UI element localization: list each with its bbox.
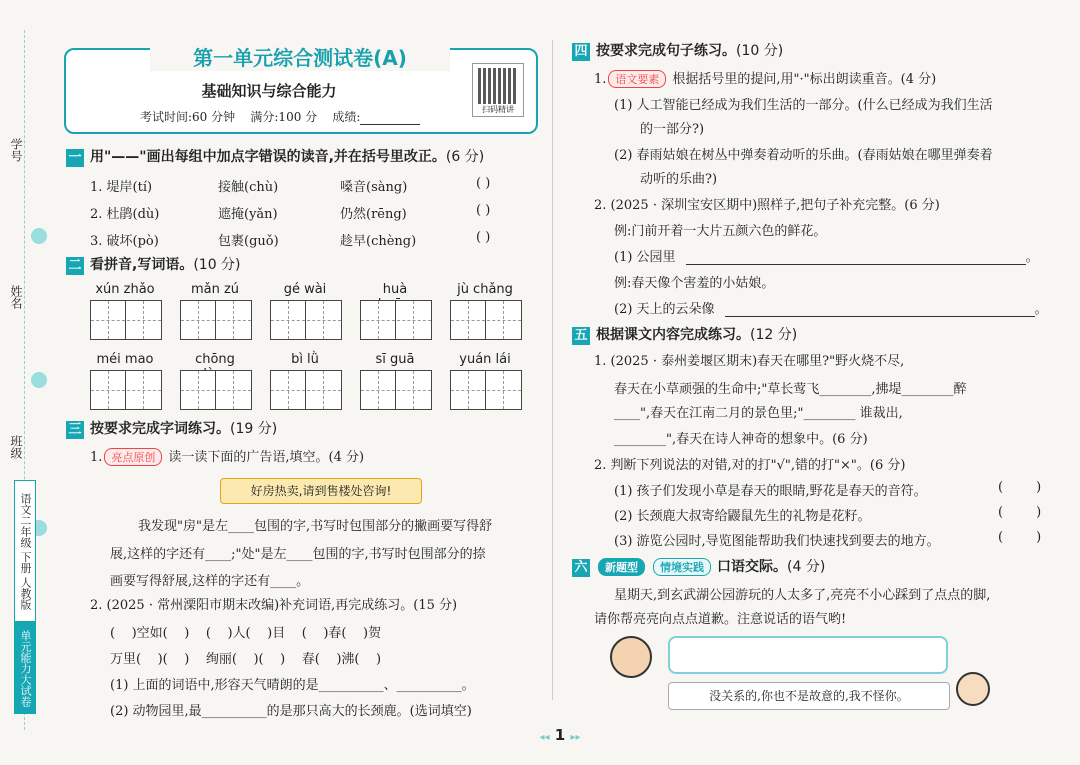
page-subtitle: 基础知识与综合能力: [201, 82, 337, 100]
s5-text: ____",春天在江南二月的景色里;"________ 谁裁出,: [614, 406, 903, 421]
s4-q1: 1. 语文要素 根据括号里的提问,用"·"标出朗读重音。(4 分): [594, 72, 937, 87]
section-2-heading: 二 看拼音,写词语。(10 分): [66, 254, 241, 275]
pinyin-label: mǎn zú: [190, 282, 240, 297]
s3-sub: (1) 上面的词语中,形容天气晴朗的是__________、__________。: [110, 678, 475, 693]
section-5-heading: 五 根据课文内容完成练习。(12 分): [572, 324, 797, 345]
spine-label: 单元能力大试卷: [14, 622, 36, 714]
word-item: 趁早(chèng): [340, 234, 417, 249]
pinyin-label: xún zhǎo: [95, 282, 155, 297]
word-item: 遮掩(yǎn): [218, 207, 278, 222]
judge-item: (1) 孩子们发现小草是春天的眼睛,野花是春天的音符。: [614, 484, 927, 499]
s4-fill[interactable]: (1) 公园里 。: [614, 250, 1039, 265]
s5-text: 1. (2025 · 泰州姜堰区期末)春天在哪里?"野火烧不尽,: [594, 354, 905, 369]
tag-badge: 亮点原创: [104, 448, 162, 466]
s6-text: 星期天,到玄武湖公园游玩的人太多了,亮亮不小心踩到了点点的脚,: [614, 588, 991, 603]
prev-arrow-icon: ◂◂: [539, 732, 550, 743]
s3-q2: 2. (2025 · 常州溧阳市期末改编)补充词语,再完成练习。(15 分): [90, 598, 458, 613]
section-number: 二: [66, 257, 84, 275]
writing-grid[interactable]: [90, 300, 162, 340]
section-4-heading: 四 按要求完成句子练习。(10 分): [572, 40, 783, 61]
column-divider: [552, 40, 553, 700]
writing-grid[interactable]: [270, 370, 342, 410]
qr-caption: 扫码精讲: [482, 105, 514, 114]
pinyin-label: gé wài: [283, 282, 327, 297]
section-3-heading: 三 按要求完成字词练习。(19 分): [66, 418, 277, 439]
s4-example: 例:春天像个害羞的小姑娘。: [614, 276, 775, 291]
word-item: 2. 杜鹃(dù): [90, 207, 160, 222]
ad-banner: 好房热卖,请到售楼处咨询!: [220, 478, 422, 504]
section-1-heading: 一 用"——"画出每组中加点字错误的读音,并在括号里改正。(6 分): [66, 146, 484, 167]
s4-text: (1) 人工智能已经成为我们生活的一部分。(什么已经成为我们生活: [614, 98, 993, 113]
s4-text: (2) 春雨姑娘在树丛中弹奏着动听的乐曲。(春雨姑娘在哪里弹奏着: [614, 148, 993, 163]
tag-badge: 情境实践: [653, 558, 711, 576]
answer-paren[interactable]: ( ): [476, 176, 491, 191]
writing-grid[interactable]: [360, 300, 432, 340]
class-label: 班级: [9, 435, 23, 459]
pinyin-label: chōng: [195, 352, 235, 367]
s5-text: 春天在小草顽强的生命中;"草长莺飞________,拂堤________醉: [614, 382, 967, 397]
reply-bubble: 没关系的,你也不是故意的,我不怪你。: [668, 682, 950, 710]
word-item: 仍然(rēng): [340, 207, 407, 222]
writing-grid[interactable]: [450, 300, 522, 340]
s5-text: ________",春天在诗人神奇的想象中。(6 分): [614, 432, 868, 447]
section-number: 五: [572, 327, 590, 345]
s5-q2: 2. 判断下列说法的对错,对的打"√",错的打"×"。(6 分): [594, 458, 906, 473]
spine-label: 语文二年级 下册 人教版: [14, 480, 36, 622]
pinyin-label: méi mao: [96, 352, 154, 367]
pinyin-label: huà: [382, 282, 408, 297]
binding-dot: [31, 372, 47, 388]
judge-paren[interactable]: ( ): [998, 505, 1042, 520]
s4-fill[interactable]: (2) 天上的云朵像 。: [614, 302, 1048, 317]
writing-grid[interactable]: [450, 370, 522, 410]
student-no-label: 学号: [9, 138, 23, 162]
judge-item: (3) 游览公园时,导览图能帮助我们快速找到要去的地方。: [614, 534, 940, 549]
idiom-fill-row[interactable]: 万里( )( ) 绚丽( )( ) 春( )沸( ): [110, 652, 382, 667]
page-number: ◂◂ 1 ▸▸: [539, 726, 581, 744]
qr-code[interactable]: [472, 63, 524, 117]
judge-paren[interactable]: ( ): [998, 480, 1042, 495]
s3-sub: (2) 动物园里,最__________的是那只高大的长颈鹿。(选词填空): [110, 704, 472, 719]
section-number: 三: [66, 421, 84, 439]
pinyin-label: bì lǜ: [291, 352, 319, 367]
name-label: 姓名: [9, 285, 23, 309]
word-item: 嗓音(sàng): [340, 180, 408, 195]
writing-grid[interactable]: [180, 370, 252, 410]
pinyin-label: jù chǎng: [457, 282, 513, 297]
section-6-heading: 六 新题型 情境实践 口语交际。(4 分): [572, 556, 825, 577]
page-title: 第一单元综合测试卷(A): [150, 42, 450, 71]
word-item: 1. 堤岸(tí): [90, 180, 153, 195]
boy-illustration: [610, 636, 652, 678]
s4-text: 的一部分?): [640, 122, 705, 137]
s3-para: 展,这样的字还有____;"处"是左____包围的字,书写时包围部分的捺: [110, 547, 486, 562]
word-item: 接触(chù): [218, 180, 279, 195]
s6-text: 请你帮亮亮向点点道歉。注意说话的语气哟!: [594, 612, 847, 627]
s4-example: 例:门前开着一大片五颜六色的鲜花。: [614, 224, 827, 239]
pinyin-label: sī guā: [375, 352, 415, 367]
s3-q1: 1. 亮点原创 读一读下面的广告语,填空。(4 分): [90, 450, 365, 465]
section-number: 一: [66, 149, 84, 167]
writing-grid[interactable]: [270, 300, 342, 340]
writing-grid[interactable]: [360, 370, 432, 410]
tag-badge: 语文要素: [608, 70, 666, 88]
s3-para: 画要写得舒展,这样的字还有____。: [110, 574, 310, 589]
s4-text: 动听的乐曲?): [640, 172, 718, 187]
writing-grid[interactable]: [180, 300, 252, 340]
exam-meta: 考试时间:60 分钟 满分:100 分 成绩:: [140, 108, 420, 125]
s3-para: 我发现"房"是左____包围的字,书写时包围部分的撇画要写得舒: [138, 519, 493, 534]
next-arrow-icon: ▸▸: [570, 732, 581, 743]
word-item: 包裹(guǒ): [218, 234, 279, 249]
s4-q2: 2. (2025 · 深圳宝安区期中)照样子,把句子补充完整。(6 分): [594, 198, 940, 213]
idiom-fill-row[interactable]: ( )空如( ) ( )人( )目 ( )春( )贺: [110, 626, 382, 641]
section-number: 六: [572, 559, 590, 577]
judge-paren[interactable]: ( ): [998, 530, 1042, 545]
binding-dot: [31, 228, 47, 244]
pinyin-label: yuán lái: [459, 352, 511, 367]
tag-badge: 新题型: [598, 558, 645, 576]
answer-paren[interactable]: ( ): [476, 230, 491, 245]
answer-bubble[interactable]: [668, 636, 948, 674]
word-item: 3. 破坏(pò): [90, 234, 159, 249]
answer-paren[interactable]: ( ): [476, 203, 491, 218]
girl-illustration: [956, 672, 990, 706]
writing-grid[interactable]: [90, 370, 162, 410]
section-number: 四: [572, 43, 590, 61]
judge-item: (2) 长颈鹿大叔寄给鼹鼠先生的礼物是花籽。: [614, 509, 871, 524]
